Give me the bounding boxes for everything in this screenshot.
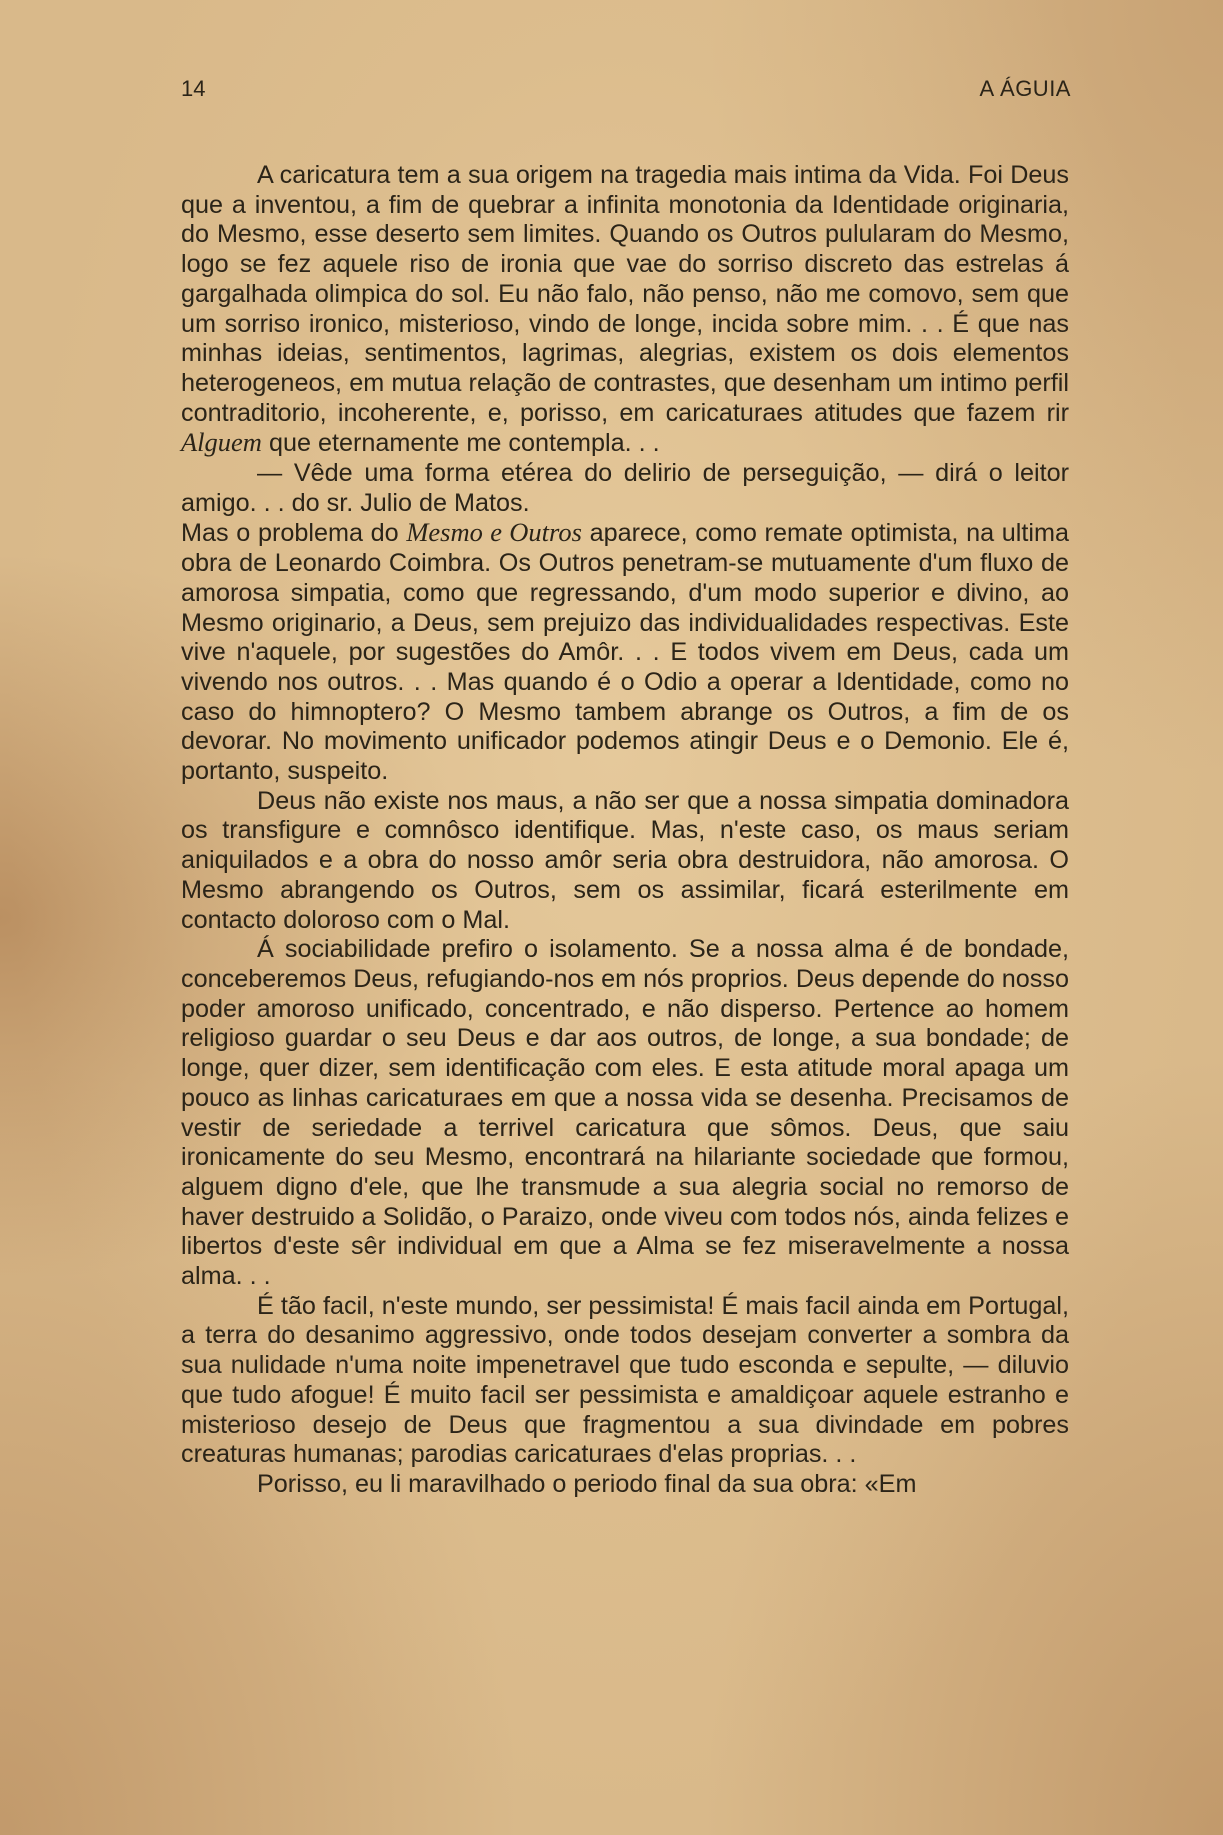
paragraph-1 [181, 161, 1069, 459]
text-run: aparece, como remate optimista, na ultima obra de Leonardo Coimbra. Os Outros penetram-se mutuamente d'um fluxo de amorosa simpatia, como que regressando, d'um modo superior e divino, ao Mesmo originario, a Deus, sem prejuizo das individualidades respectivas. Este vive n'aquele, por sugestões do Amôr. . . E todos vivem em Deus, cada um vivendo nos outros. . . Mas quando é o Odio a operar a Identidade, como no caso do himnoptero? O Mesmo tambem abrange os Outros, a fim de os devorar. No movimento unificador podemos atingir Deus e o Demonio. Ele é, portanto, suspeito. [181, 519, 1069, 786]
text-run: Á sociabilidade prefiro o isolamento. Se a nossa alma é de bondade, conceberemos Deus, refugiando-nos em nós proprios. Deus depende do nosso poder amoroso unificado, concentrado, e não disperso. Pertence ao homem religioso guardar o seu Deus e dar aos outros, de longe, a sua bondade; de longe, quer dizer, sem identificação com eles. E esta atitude moral apaga um pouco as linhas caricaturaes em que a nossa vida se desenha. Precisamos de vestir de seriedade a terrivel caricatura que sômos. Deus, que saiu ironicamente do seu Mesmo, encontrará na hilariante sociedade que formou, alguem digno d'ele, que lhe transmude a sua alegria social no remorso de haver destruido a Solidão, o Paraizo, onde viveu com todos nós, ainda felizes e libertos d'este sêr individual em que a Alma se fez miseravelmente a nossa alma. . . [181, 935, 1069, 1291]
running-head [181, 76, 1071, 106]
body-text [181, 161, 1069, 1500]
italic-text-run: Mesmo e Outros [406, 517, 582, 548]
text-run: Porisso, eu li maravilhado o periodo final da sua obra: «Em [257, 1469, 917, 1498]
page-number: 14 [181, 76, 206, 101]
paragraph-4 [181, 787, 1069, 936]
paragraph-7 [181, 1470, 1069, 1500]
text-run: A caricatura tem a sua origem na tragedia mais intima da Vida. Foi Deus que a inventou, a fim de quebrar a infinita monotonia da Identidade originaria, do Mesmo, esse deserto sem limites. Quando os Outros pulularam do Mesmo, logo se fez aquele riso de ironia que vae do sorriso discreto das estrelas á gargalhada olimpica do sol. Eu não falo, não penso, não me comovo, sem que um sorriso ironico, misterioso, vindo de longe, incida sobre mim. . . É que nas minhas ideias, sentimentos, lagrimas, alegrias, existem os dois elementos heterogeneos, em mutua relação de contrastes, que desenham um intimo perfil contraditorio, incoherente, e, porisso, em caricaturaes atitudes que fazem rir [181, 161, 1069, 427]
text-run: É tão facil, n'este mundo, ser pessimista! É mais facil ainda em Portugal, a terra do desanimo aggressivo, onde todos desejam converter a sombra da sua nulidade n'uma noite impenetravel que tudo esconda e sepulte, — diluvio que tudo afogue! É muito facil ser pessimista e amaldiçoar aquele estranho e misterioso desejo de Deus que fragmentou a sua divindade em pobres creaturas humanas; parodias caricaturaes d'elas proprias. . . [181, 1291, 1069, 1469]
text-run: Deus não existe nos maus, a não ser que a nossa simpatia dominadora os transfigure e comnôsco identifique. Mas, n'este caso, os maus seriam aniquilados e a obra do nosso amôr seria obra destruidora, não amorosa. O Mesmo abrangendo os Outros, sem os assimilar, ficará esterilmente em contacto doloroso com o Mal. [181, 786, 1069, 934]
paragraph-2 [181, 459, 1069, 518]
journal-title: A ÁGUIA [979, 76, 1071, 101]
text-run: Mas o problema do [181, 519, 407, 548]
text-run: que eternamente me contempla. . . [261, 429, 660, 458]
text-run: — Vêde uma forma etérea do delirio de perseguição, — dirá o leitor amigo. . . do sr. Julio de Matos. [181, 459, 1069, 517]
paragraph-3 [181, 518, 1069, 786]
italic-text-run: Alguem [181, 427, 262, 458]
paragraph-5 [181, 935, 1069, 1291]
paragraph-6 [181, 1292, 1069, 1470]
